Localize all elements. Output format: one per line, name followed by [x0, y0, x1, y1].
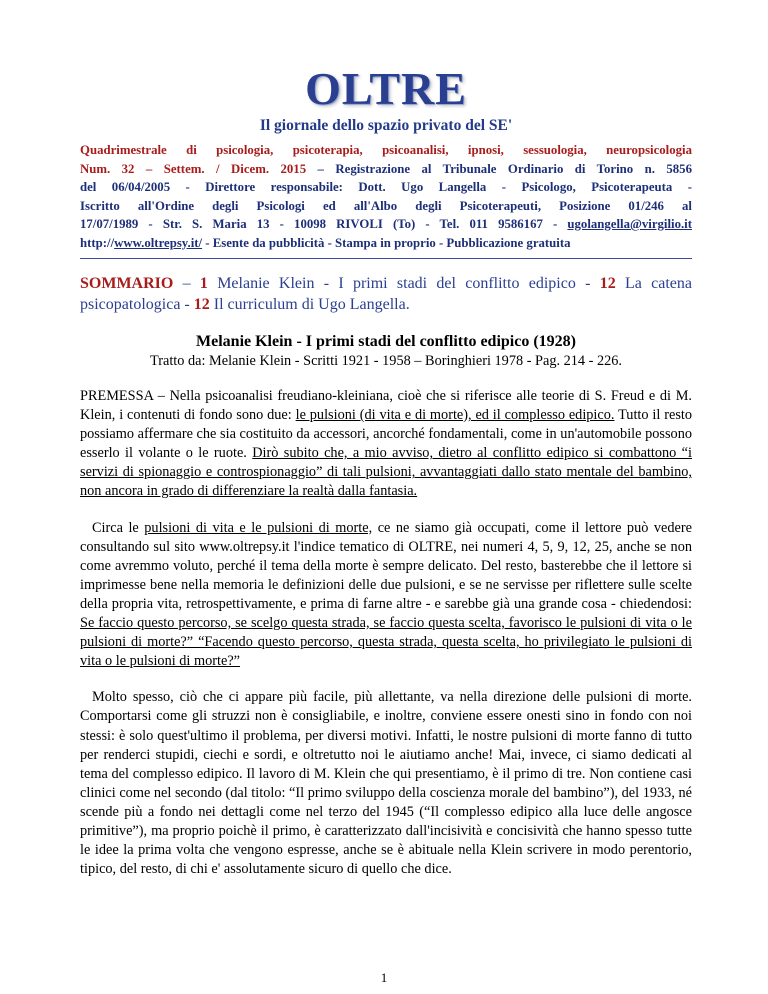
registration-text: – Registrazione al Tribunale Ordinario di Torino n. 5856 [306, 161, 692, 176]
sommario [80, 273, 692, 315]
website-link[interactable]: www.oltrepsy.it/ [114, 235, 203, 250]
p2-text-b: ce ne siamo già occupati, come il lettore può vedere consultando sul sito www.oltrepsy.it l'indice tematico di OLTRE, nei numeri 4, 5, 9, 12, 25, anche se non come avremmo voluto, perché il tema della morte è sempre delicato. Del resto, basterebbe che il lettore si imprimesse bene nella memoria le definizioni delle due pulsioni, e se ne servisse per riflettere sulle scelte della propria vita, retrospettivamente, e prima di farne altre - e sarebbe già una grande cosa - chiedendosi: [80, 519, 692, 612]
paragraph-complesso-edipico: Molto spesso, ciò che ci appare più facile, più allettante, va nella direzione delle pulsioni di morte. Comportarsi come gli struzzi non è consigliabile, e inoltre, conviene essere onesti sino in fondo con noi stessi: è solo quest'ultimo il problema, per diversi motivi. Infatti, le nostre pulsioni di morte fanno di tutto per renderci stupidi, ciechi e sordi, e oltretutto noi le aiutiamo anche! Mai, invece, ci siamo dedicati al tema del complesso edipico. Il lavoro di M. Klein che qui presentiamo, è il primo di tre. Non contiene casi clinici come nel secondo (dal titolo: “Il primo sviluppo della coscienza morale del bambino”), del 1933, né scende più a fondo nei dettagli come nel terzo del 1945 (“Il complesso edipico alla luce delle angosce primitive”), ma proprio poichè il primo, è caratterizzato dall'incisività e concisività che hanno spesso tutte le idee la prima volta che vengono espresse, anche se è abituale nella Klein scrivere in modo perentorio, tipico, del resto, di chi e' assolutamente sicuro di quello che dice. [80, 689, 692, 878]
document-page [80, 62, 692, 879]
p2-text-a: Circa le [92, 519, 145, 536]
info-line-registration [80, 160, 692, 179]
sommario-item-2: La catena psicopatologica - [80, 275, 693, 313]
paragraph-premessa [80, 387, 692, 502]
info-line-director: del 06/04/2005 - Direttore responsabile: Dott. Ugo Langella - Psicologo, Psicoterapeuta - [80, 180, 692, 194]
header-divider [80, 258, 692, 259]
oltre-logo: OLTRE [305, 63, 467, 114]
p1-text-a: PREMESSA – Nella psicoanalisi freudiano-kleiniana, cioè che si riferisce alle teorie di S. Freud e di M. Klein, i contenuti di fondo sono due: [80, 388, 692, 424]
sommario-page-2: 12 [599, 275, 616, 292]
masthead [80, 62, 692, 134]
info-line-register: Iscritto all'Ordine degli Psicologi ed all'Albo degli Psicoterapeuti, Posizione 01/246 al [80, 198, 692, 213]
page-number: 1 [380, 970, 388, 985]
article-source: Tratto da: Melanie Klein - Scritti 1921 - 1958 – Boringhieri 1978 - Pag. 214 - 226. [149, 353, 622, 369]
info-line-address [80, 215, 692, 234]
sommario-item-3: Il curriculum di Ugo Langella. [209, 296, 410, 313]
info-line-website [80, 234, 692, 253]
p2-underline-1: pulsioni di vita e le pulsioni di morte, [144, 519, 373, 536]
p1-text-b: Tutto il resto possiamo affermare che sia costituito da accessori, ancorché fondamentali, come in un'automobile possono esserlo il volante o le ruote. [80, 407, 692, 462]
p1-underline-2: Dirò subito che, a mio avviso, dietro al conflitto edipico si combattono “i servizi di spionaggio e controspionaggio” di tali pulsioni, avvantaggiati dallo stato mentale del bambino, non ancora in grado di differenziare la realtà dalla fantasia. [80, 445, 692, 500]
paragraph-pulsioni [80, 519, 692, 672]
sommario-page-1: 1 [199, 275, 208, 292]
p1-underline-1: le pulsioni (di vita e di morte), ed il complesso edipico. [295, 407, 615, 424]
article-title: Melanie Klein - I primi stadi del conflitto edipico (1928) [196, 333, 576, 350]
sommario-label: SOMMARIO [80, 275, 174, 292]
issue-number: Num. 32 – Settem. / Dicem. 2015 [80, 161, 307, 176]
url-prefix: http:// [80, 235, 115, 250]
journal-subtitle: Il giornale dello spazio privato del SE' [259, 117, 513, 134]
info-line-topics: Quadrimestrale di psicologia, psicoterapia, psicoanalisi, ipnosi, sessuologia, neuropsicologia [80, 143, 692, 157]
email-link[interactable]: ugolangella@virgilio.it [567, 217, 692, 231]
sommario-page-3: 12 [193, 296, 210, 313]
p2-underline-2: Se faccio questo percorso, se scelgo questa strada, se faccio questa scelta, favorisco le pulsioni di vita o le pulsioni di morte?” “Facendo questo percorso, questa strada, questa scelta, ho privilegiato le pulsioni di vita o le pulsioni di morte?” [80, 615, 692, 670]
website-tail: - Esente da pubblicità - Stampa in proprio - Pubblicazione gratuita [202, 235, 571, 250]
sommario-dash: – [173, 275, 200, 292]
address-text: 17/07/1989 - Str. S. Maria 13 - 10098 RIVOLI (To) - Tel. 011 9586167 - [80, 217, 568, 231]
publication-info [80, 141, 692, 252]
sommario-item-1: Melanie Klein - I primi stadi del conflitto edipico - [207, 275, 600, 292]
